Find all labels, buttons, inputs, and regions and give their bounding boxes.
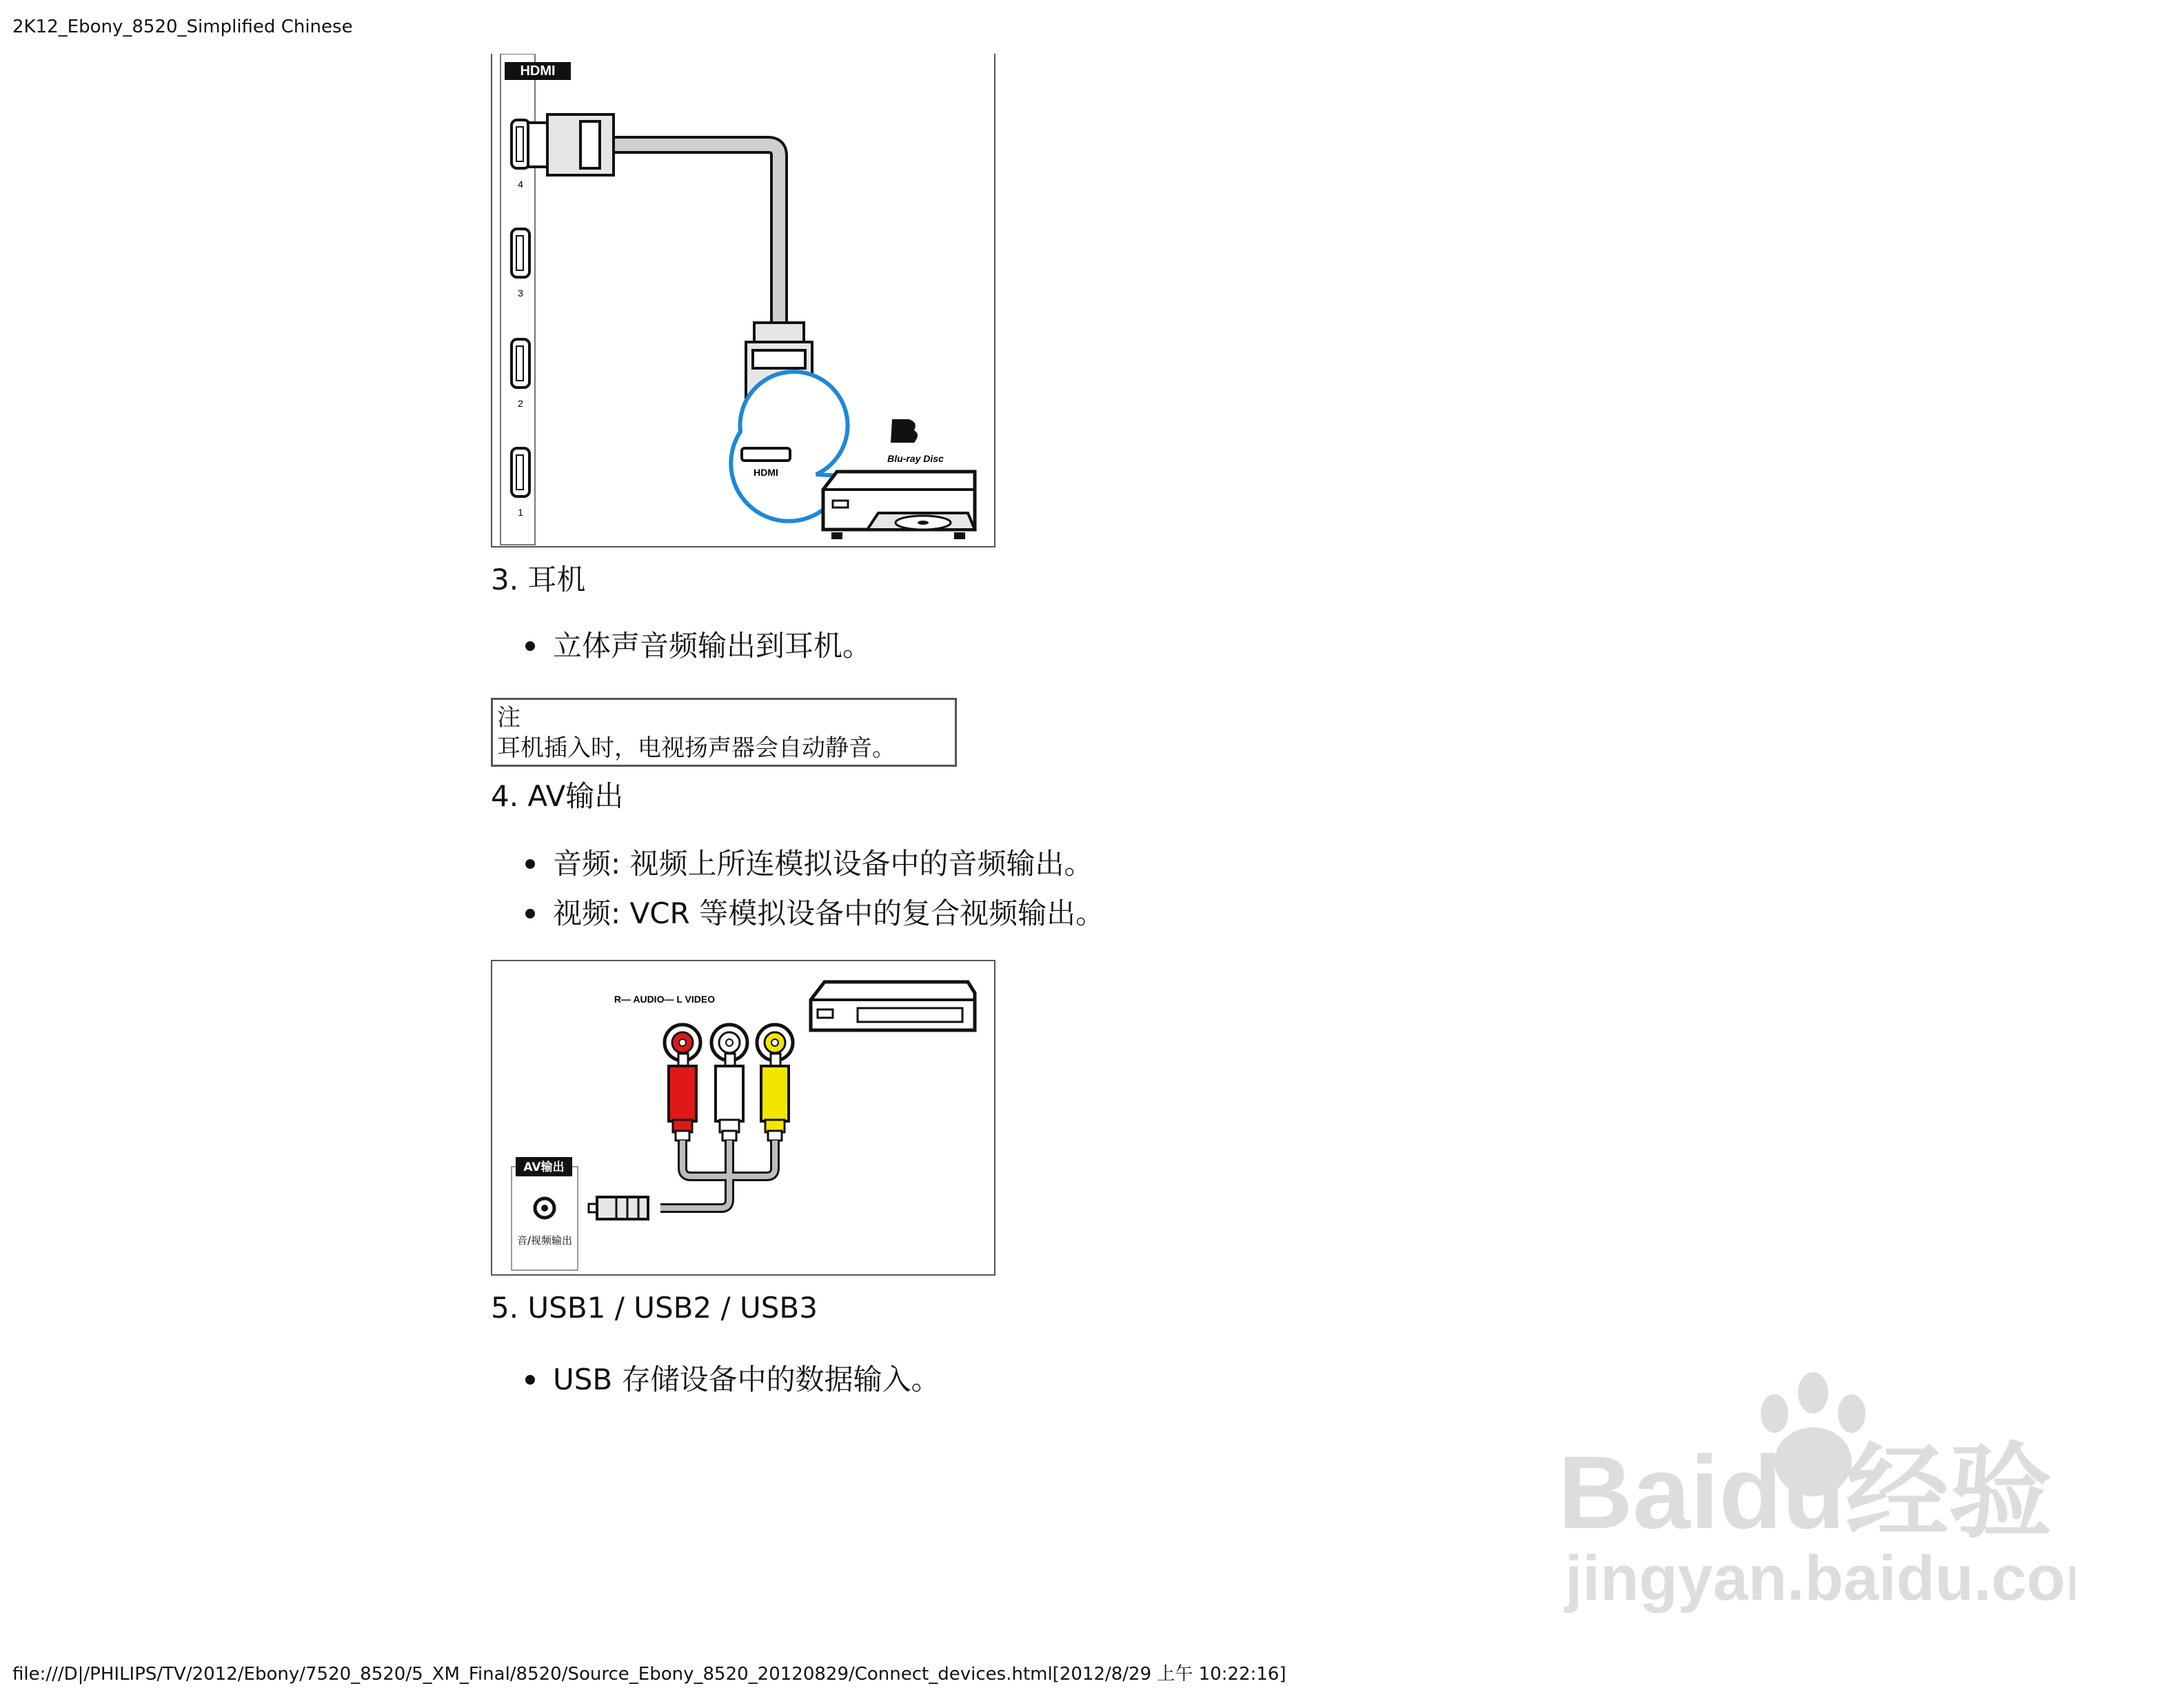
vcr-device [811, 982, 975, 1030]
section3-heading: 3. 耳机 [491, 563, 586, 596]
note-box [491, 698, 957, 767]
av-out-label: AV输出 [523, 1160, 565, 1174]
baidu-watermark [1551, 1365, 2075, 1614]
bullet-dot [525, 1375, 535, 1385]
bullet-dot [525, 909, 535, 918]
section4-bullet-1: 音频: 视频上所连模拟设备中的音频输出。 [525, 841, 1093, 883]
section3-bullet-1: 立体声音频输出到耳机。 [525, 623, 871, 665]
av-connection-figure [491, 960, 995, 1276]
av-cable [660, 1141, 775, 1208]
hdmi-panel-label: HDMI [520, 63, 556, 79]
hdmi-diagram [492, 54, 994, 546]
section4-bullet-2: 视频: VCR 等模拟设备中的复合视频输出。 [525, 891, 1104, 932]
hdmi-cable-outline [609, 145, 779, 323]
note-body: 耳机插入时，电视扬声器会自动静音。 [497, 734, 896, 762]
bluray-player [823, 472, 975, 539]
svg-text:4: 4 [518, 179, 523, 190]
svg-text:2: 2 [518, 398, 523, 409]
plug-red [669, 1054, 696, 1141]
section5-heading: 5. USB1 / USB2 / USB3 [491, 1291, 818, 1325]
section4-heading: 4. AV输出 [491, 779, 624, 813]
plug-white [716, 1054, 743, 1141]
hdmi-plug-tip [528, 123, 549, 167]
hdmi-socket-zoom [742, 448, 790, 461]
page-header: 2K12_Ebony_8520_Simplified Chinese [12, 17, 353, 37]
hdmi-connection-figure [491, 54, 995, 547]
note-title: 注 [497, 704, 520, 732]
av-out-caption: 音/视频输出 [516, 1234, 573, 1247]
connector-label: HDMI [754, 467, 778, 478]
bullet-dot [525, 641, 535, 651]
bluray-logo [887, 419, 944, 464]
plug-yellow [761, 1054, 789, 1141]
minijack-body [597, 1197, 648, 1219]
watermark-url: jingyan.baidu.com [1565, 1543, 2075, 1614]
watermark-brand: Baidu经验 [1558, 1434, 2052, 1550]
svg-text:3: 3 [518, 288, 523, 299]
hdmi-cable [609, 145, 779, 323]
section5-bullet-1: USB 存储设备中的数据输入。 [525, 1357, 940, 1398]
baidu-logo [1551, 1365, 2075, 1614]
svg-text:Blu-ray Disc: Blu-ray Disc [887, 453, 944, 464]
svg-text:1: 1 [518, 507, 523, 518]
bullet-dot [525, 859, 535, 869]
av-diagram [492, 961, 994, 1274]
jack-labels: R— AUDIO— L VIDEO [614, 994, 716, 1005]
page-footer: file:///D|/PHILIPS/TV/2012/Ebony/7520_8520/5_XM_Final/8520/Source_Ebony_8520_20120829/Connect_devices.html[2012/8/29 上午 10:22:16] [12, 1664, 1286, 1685]
